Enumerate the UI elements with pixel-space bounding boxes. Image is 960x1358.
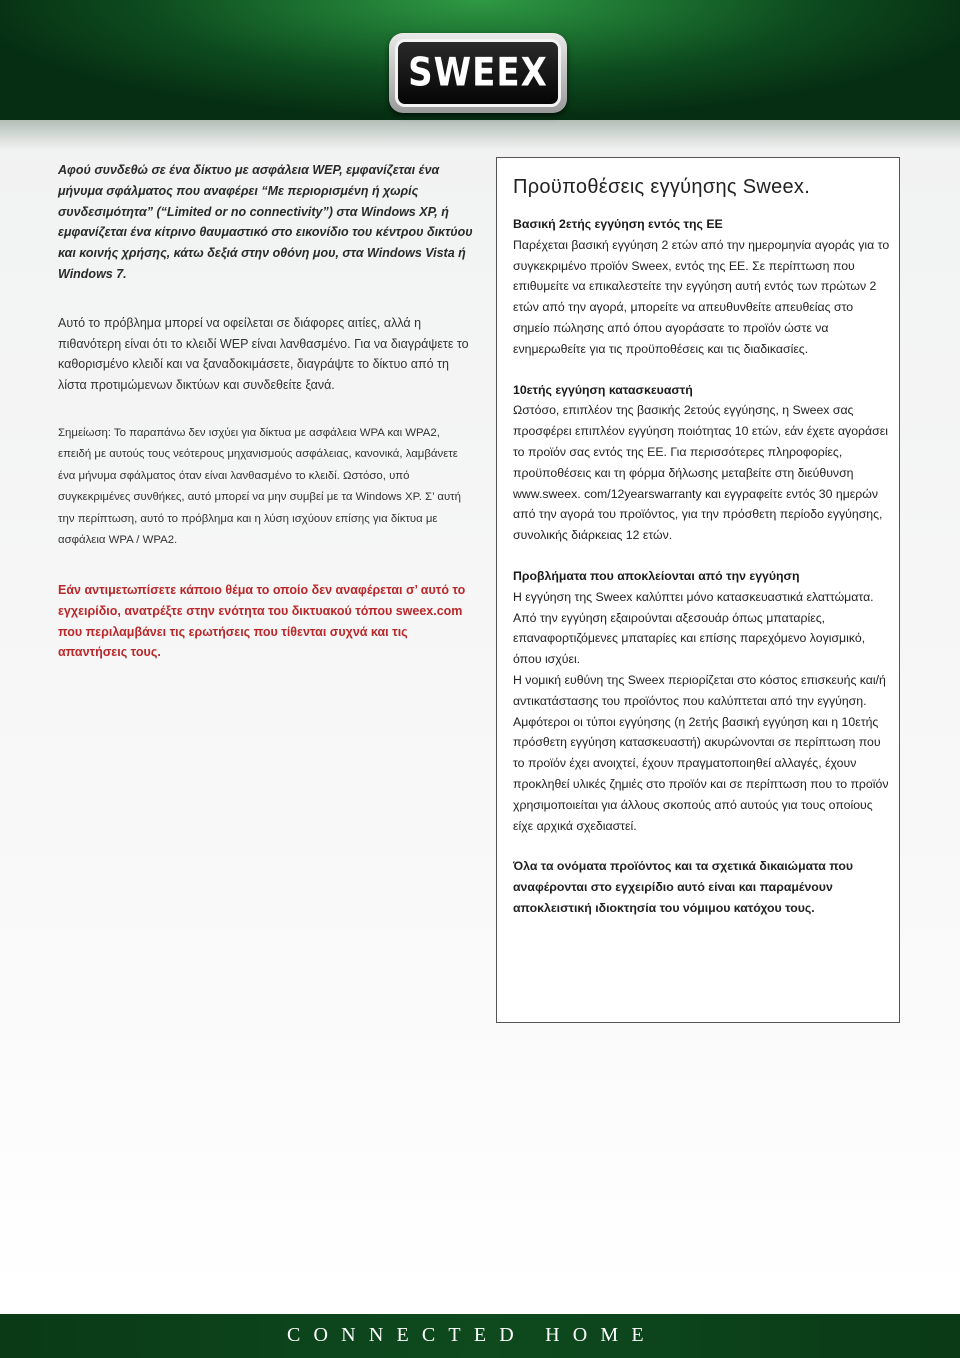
trademark-notice: Όλα τα ονόματα προϊόντος και τα σχετικά δικαιώματα που αναφέρονται στο εγχειρίδιο αυτό είναι και παραμένουν αποκλειστική ιδιοκτησία του νόμιμου κατόχου τους. xyxy=(513,859,854,915)
note-paragraph: Σημείωση: Το παραπάνω δεν ισχύει για δίκτυα με ασφάλεια WPA και WPA2, επειδή με αυτούς τους νεότερους μηχανισμούς ασφάλειας, κανονικά, λαμβάνετε ένα μήνυμα σφάλματος όταν είναι λανθασμένο το κλειδί. Ωστόσο, υπό συγκεκριμένες συνθήκες, αυτό μπορεί να μην συμβεί με τα Windows XP. Σ’ αυτή την περίπτωση, αυτό το πρόβλημα και η λύση ισχύουν επίσης για δίκτυα με ασφάλεια WPA / WPA2. xyxy=(58,426,462,547)
logo-badge xyxy=(395,39,561,107)
manufacturer-warranty-heading: 10ετής εγγύηση κατασκευαστή xyxy=(513,382,693,397)
basic-warranty-heading: Βασική 2ετής εγγύηση εντός της ΕΕ xyxy=(513,217,723,231)
exclusions-heading: Προβλήματα που αποκλείονται από την εγγύηση xyxy=(513,568,800,583)
exclusions-text-2: Η νομική ευθύνη της Sweex περιορίζεται στο κόστος επισκευής και/ή αντικατάστασης του προϊόντος που καλύπτεται από την εγγύηση. xyxy=(513,672,886,708)
exclusions-text-1: Η εγγύηση της Sweex καλύπτει μόνο κατασκευαστικά ελαττώματα. Από την εγγύηση εξαιρούνται αξεσουάρ όπως μπαταρίες, επαναφορτιζόμενες μπαταρίες και επίσης παρεχόμενο λογισμικό, όπου ισχύει. xyxy=(513,589,874,667)
sweex-logo xyxy=(389,33,567,113)
left-column xyxy=(58,160,474,663)
header-fade xyxy=(0,110,960,150)
faq-notice: Εάν αντιμετωπίσετε κάποιο θέμα το οποίο δεν αναφέρεται σ’ αυτό το εγχειρίδιο, ανατρέξτε στην ενότητα του δικτυακού τόπου sweex.com που περιλαμβάνει τις ερωτήσεις που τίθενται συχνά και τις απαντήσεις τους. xyxy=(58,582,466,660)
warranty-title: Προϋποθέσεις εγγύησης Sweex. xyxy=(513,176,811,198)
logo-text: SWEEX xyxy=(408,50,548,96)
cause-paragraph: Αυτό το πρόβλημα μπορεί να οφείλεται σε διάφορες αιτίες, αλλά η πιθανότερη είναι ότι το κλειδί WEP είναι λανθασμένο. Για να διαγράψετε το καθορισμένο κλειδί και να ξαναδοκιμάσετε, διαγράψτε το δίκτυο από τη λίστα προτιμώμενων δικτύων και συνδεθείτε ξανά. xyxy=(58,315,469,393)
manufacturer-warranty-text: Ωστόσο, επιπλέον της βασικής 2ετούς εγγύησης, η Sweex σας προσφέρει επιπλέον εγγύηση ποιότητας 10 ετών, εάν έχετε αγοράσει το προϊόν σας εντός της ΕΕ. Για περισσότερες πληροφορίες, προϋποθέσεις και τη φόρμα δήλωσης μεταβείτε στη διεύθυνση www.sweex. com/12yearswarranty και εγγραφείτε εντός 30 ημερών από την αγορά του προϊόντος, για την πρόσθετη περίοδο εγγύησης, συνολικής διάρκειας 12 ετών. xyxy=(513,403,888,543)
basic-warranty-text: Παρέχεται βασική εγγύηση 2 ετών από την ημερομηνία αγοράς για το συγκεκριμένο προϊόν Sweex, εντός της ΕΕ. Σε περίπτωση που επιθυμείτε να επικαλεστείτε την εγγύηση αυτή εντός των πρώτων 2 ετών από την αγορά, μπορείτε να απευθυνθείτε απευθείας στο σημείο πώλησης από όπου αγοράσατε το προϊόν ώστε να ενημερωθείτε για τις προϋποθέσεις και τις διαδικασίες. xyxy=(513,237,890,356)
footer-tagline: CONNECTED HOME xyxy=(287,1324,657,1346)
exclusions-text-3: Αμφότεροι οι τύποι εγγύησης (η 2ετής βασική εγγύηση και η 10ετής πρόσθετη εγγύηση κατασκευαστή) ακυρώνονται σε περίπτωση που το προϊόν έχει ανοιχτεί, έχουν πραγματοποιηθεί αλλαγές, έχουν προκληθεί υλικές ζημιές στο προϊόν και σε περίπτωση που το προϊόν χρησιμοποιείται για άλλους σκοπούς από αυτούς για τους οποίους είχε αρχικά σχεδιαστεί. xyxy=(513,714,889,833)
warranty-box xyxy=(496,157,900,1023)
intro-paragraph: Αφού συνδεθώ σε ένα δίκτυο με ασφάλεια WEP, εμφανίζεται ένα μήνυμα σφάλματος που αναφέρει “Με περιορισμένη ή χωρίς συνδεσιμότητα” (“Limited or no connectivity”) στα Windows XP, ή εμφανίζεται ένα κίτρινο θαυμαστικό στο εικονίδιο του κέντρου δικτύου και κοινής χρήσης, κάτω δεξιά στην οθόνη μου, στα Windows Vista ή Windows 7. xyxy=(58,163,473,281)
warranty-content xyxy=(513,176,893,919)
